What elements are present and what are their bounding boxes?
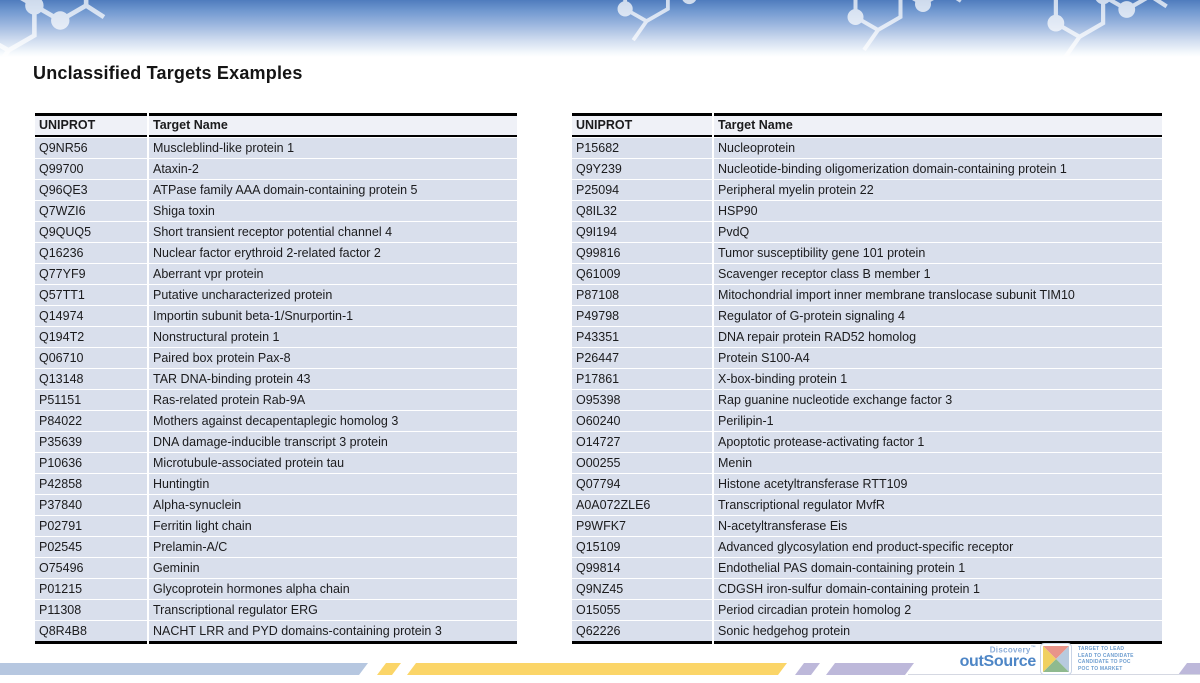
cell-target-name: DNA repair protein RAD52 homolog	[714, 327, 1162, 347]
cell-uniprot: Q96QE3	[35, 180, 147, 200]
table-row	[35, 432, 517, 452]
table-row	[35, 159, 517, 179]
stripe-yellow	[407, 663, 787, 675]
cell-target-name: TAR DNA-binding protein 43	[149, 369, 517, 389]
cell-target-name: Regulator of G-protein signaling 4	[714, 306, 1162, 326]
table-row	[572, 453, 1162, 473]
cell-uniprot: P26447	[572, 348, 712, 368]
column-header-uniprot: UNIPROT	[35, 113, 147, 137]
cell-target-name: Shiga toxin	[149, 201, 517, 221]
cell-target-name: Endothelial PAS domain-containing protein 1	[714, 558, 1162, 578]
cell-uniprot: Q8IL32	[572, 201, 712, 221]
cell-uniprot: P35639	[35, 432, 147, 452]
cell-target-name: Transcriptional regulator MvfR	[714, 495, 1162, 515]
logo-square-icon	[1040, 643, 1072, 675]
cell-target-name: Short transient receptor potential channel 4	[149, 222, 517, 242]
table-row	[572, 369, 1162, 389]
table-row	[35, 348, 517, 368]
header-banner	[0, 0, 1200, 57]
logo-discovery-label: Discovery™	[989, 645, 1036, 655]
cell-uniprot: Q9NZ45	[572, 579, 712, 599]
cell-target-name: Tumor susceptibility gene 101 protein	[714, 243, 1162, 263]
cell-uniprot: Q9Y239	[572, 159, 712, 179]
cell-target-name: Glycoprotein hormones alpha chain	[149, 579, 517, 599]
header-row	[572, 113, 1162, 137]
cell-target-name: Nonstructural protein 1	[149, 327, 517, 347]
cell-uniprot: Q57TT1	[35, 285, 147, 305]
cell-uniprot: P84022	[35, 411, 147, 431]
table-row	[35, 201, 517, 221]
table-row	[572, 495, 1162, 515]
table-row	[572, 348, 1162, 368]
cell-target-name: Apoptotic protease-activating factor 1	[714, 432, 1162, 452]
cell-target-name: HSP90	[714, 201, 1162, 221]
cell-uniprot: Q61009	[572, 264, 712, 284]
table-row	[572, 201, 1162, 221]
cell-uniprot: Q9QUQ5	[35, 222, 147, 242]
uniprot-table	[33, 112, 519, 645]
cell-uniprot: P15682	[572, 138, 712, 158]
cell-uniprot: Q9I194	[572, 222, 712, 242]
cell-target-name: Microtubule-associated protein tau	[149, 453, 517, 473]
cell-uniprot: P01215	[35, 579, 147, 599]
table-row	[572, 411, 1162, 431]
cell-target-name: Ataxin-2	[149, 159, 517, 179]
cell-uniprot: Q194T2	[35, 327, 147, 347]
cell-uniprot: Q14974	[35, 306, 147, 326]
cell-uniprot: Q62226	[572, 621, 712, 644]
cell-target-name: Period circadian protein homolog 2	[714, 600, 1162, 620]
cell-uniprot: P02791	[35, 516, 147, 536]
cell-target-name: Nuclear factor erythroid 2-related factor 2	[149, 243, 517, 263]
cell-target-name: Ras-related protein Rab-9A	[149, 390, 517, 410]
cell-target-name: CDGSH iron-sulfur domain-containing protein 1	[714, 579, 1162, 599]
table-row	[35, 369, 517, 389]
table-row	[35, 579, 517, 599]
cell-target-name: Geminin	[149, 558, 517, 578]
cell-uniprot: Q7WZI6	[35, 201, 147, 221]
cell-uniprot: Q15109	[572, 537, 712, 557]
cell-uniprot: P10636	[35, 453, 147, 473]
tagline-line: TARGET TO LEAD	[1078, 646, 1125, 652]
cell-target-name: Advanced glycosylation end product-specific receptor	[714, 537, 1162, 557]
table-row	[35, 474, 517, 494]
table-row	[35, 453, 517, 473]
table-row	[572, 327, 1162, 347]
table-row	[572, 558, 1162, 578]
table-row	[572, 537, 1162, 557]
cell-uniprot: P11308	[35, 600, 147, 620]
table-row	[35, 138, 517, 158]
cell-target-name: X-box-binding protein 1	[714, 369, 1162, 389]
targets-table-right	[570, 112, 1164, 645]
cell-uniprot: O95398	[572, 390, 712, 410]
cell-uniprot: Q07794	[572, 474, 712, 494]
cell-target-name: Mitochondrial import inner membrane translocase subunit TIM10	[714, 285, 1162, 305]
table-row	[35, 390, 517, 410]
cell-uniprot: Q99816	[572, 243, 712, 263]
cell-target-name: Ferritin light chain	[149, 516, 517, 536]
table-row	[572, 621, 1162, 644]
cell-uniprot: O60240	[572, 411, 712, 431]
logo-tagline	[1078, 646, 1140, 672]
table-row	[572, 600, 1162, 620]
cell-uniprot: Q13148	[35, 369, 147, 389]
cell-target-name: Sonic hedgehog protein	[714, 621, 1162, 644]
cell-uniprot: Q9NR56	[35, 138, 147, 158]
table-row	[35, 222, 517, 242]
table-row	[572, 159, 1162, 179]
cell-uniprot: P25094	[572, 180, 712, 200]
table-row	[572, 243, 1162, 263]
cell-target-name: Peripheral myelin protein 22	[714, 180, 1162, 200]
uniprot-table	[570, 112, 1164, 645]
table-row	[35, 264, 517, 284]
table-row	[35, 516, 517, 536]
cell-uniprot: O14727	[572, 432, 712, 452]
cell-target-name: Nucleotide-binding oligomerization domain-containing protein 1	[714, 159, 1162, 179]
logo-wordmark	[952, 644, 1036, 669]
stripe-blue	[0, 663, 368, 675]
cell-uniprot: Q99700	[35, 159, 147, 179]
cell-target-name: PvdQ	[714, 222, 1162, 242]
cell-uniprot: P9WFK7	[572, 516, 712, 536]
table-row	[35, 558, 517, 578]
table-row	[35, 243, 517, 263]
table-row	[35, 600, 517, 620]
table-row	[572, 432, 1162, 452]
table-row	[572, 264, 1162, 284]
company-logo	[952, 642, 1142, 678]
cell-uniprot: P02545	[35, 537, 147, 557]
cell-target-name: Alpha-synuclein	[149, 495, 517, 515]
table-row	[572, 474, 1162, 494]
table-row	[35, 285, 517, 305]
cell-uniprot: Q99814	[572, 558, 712, 578]
page-title: Unclassified Targets Examples	[33, 63, 303, 83]
table-row	[35, 411, 517, 431]
table-row	[35, 306, 517, 326]
cell-uniprot: P37840	[35, 495, 147, 515]
targets-table-left	[33, 112, 519, 645]
cell-uniprot: P87108	[572, 285, 712, 305]
table-row	[572, 516, 1162, 536]
cell-target-name: DNA damage-inducible transcript 3 protein	[149, 432, 517, 452]
cell-uniprot: Q77YF9	[35, 264, 147, 284]
cell-target-name: Muscleblind-like protein 1	[149, 138, 517, 158]
cell-target-name: NACHT LRR and PYD domains-containing protein 3	[149, 621, 517, 644]
tagline-line: CANDIDATE TO POC	[1078, 659, 1131, 665]
table-row	[35, 537, 517, 557]
table-row	[572, 180, 1162, 200]
tagline-line: LEAD TO CANDIDATE	[1078, 652, 1134, 659]
table-row	[35, 327, 517, 347]
cell-target-name: Histone acetyltransferase RTT109	[714, 474, 1162, 494]
cell-uniprot: A0A072ZLE6	[572, 495, 712, 515]
cell-uniprot: P49798	[572, 306, 712, 326]
cell-uniprot: P17861	[572, 369, 712, 389]
cell-uniprot: O15055	[572, 600, 712, 620]
header-row	[35, 113, 517, 137]
table-row	[572, 138, 1162, 158]
cell-target-name: N-acetyltransferase Eis	[714, 516, 1162, 536]
column-header-target-name: Target Name	[714, 113, 1162, 137]
stripe-purple-small	[795, 663, 820, 675]
tagline-line: POC TO MARKET	[1078, 665, 1123, 672]
cell-target-name: Protein S100-A4	[714, 348, 1162, 368]
cell-uniprot: P51151	[35, 390, 147, 410]
stripe-purple	[826, 663, 914, 675]
cell-uniprot: Q06710	[35, 348, 147, 368]
cell-target-name: Importin subunit beta-1/Snurportin-1	[149, 306, 517, 326]
table-row	[572, 579, 1162, 599]
cell-target-name: Aberrant vpr protein	[149, 264, 517, 284]
cell-target-name: Rap guanine nucleotide exchange factor 3	[714, 390, 1162, 410]
cell-target-name: Paired box protein Pax-8	[149, 348, 517, 368]
cell-target-name: Transcriptional regulator ERG	[149, 600, 517, 620]
table-row	[35, 621, 517, 644]
table-row	[572, 390, 1162, 410]
cell-target-name: Huntingtin	[149, 474, 517, 494]
stripe-yellow-small	[377, 663, 401, 675]
cell-uniprot: P42858	[35, 474, 147, 494]
cell-target-name: Scavenger receptor class B member 1	[714, 264, 1162, 284]
cell-target-name: Menin	[714, 453, 1162, 473]
logo-outsource-label: outSource	[959, 652, 1036, 670]
molecule-decoration	[0, 0, 1200, 57]
cell-uniprot: O00255	[572, 453, 712, 473]
cell-target-name: Mothers against decapentaplegic homolog 3	[149, 411, 517, 431]
cell-uniprot: P43351	[572, 327, 712, 347]
column-header-target-name: Target Name	[149, 113, 517, 137]
table-row	[572, 306, 1162, 326]
cell-target-name: Perilipin-1	[714, 411, 1162, 431]
cell-target-name: Putative uncharacterized protein	[149, 285, 517, 305]
cell-target-name: ATPase family AAA domain-containing protein 5	[149, 180, 517, 200]
table-row	[35, 495, 517, 515]
table-row	[572, 222, 1162, 242]
cell-uniprot: O75496	[35, 558, 147, 578]
cell-target-name: Prelamin-A/C	[149, 537, 517, 557]
table-row	[572, 285, 1162, 305]
cell-target-name: Nucleoprotein	[714, 138, 1162, 158]
table-row	[35, 180, 517, 200]
column-header-uniprot: UNIPROT	[572, 113, 712, 137]
cell-uniprot: Q16236	[35, 243, 147, 263]
cell-uniprot: Q8R4B8	[35, 621, 147, 644]
